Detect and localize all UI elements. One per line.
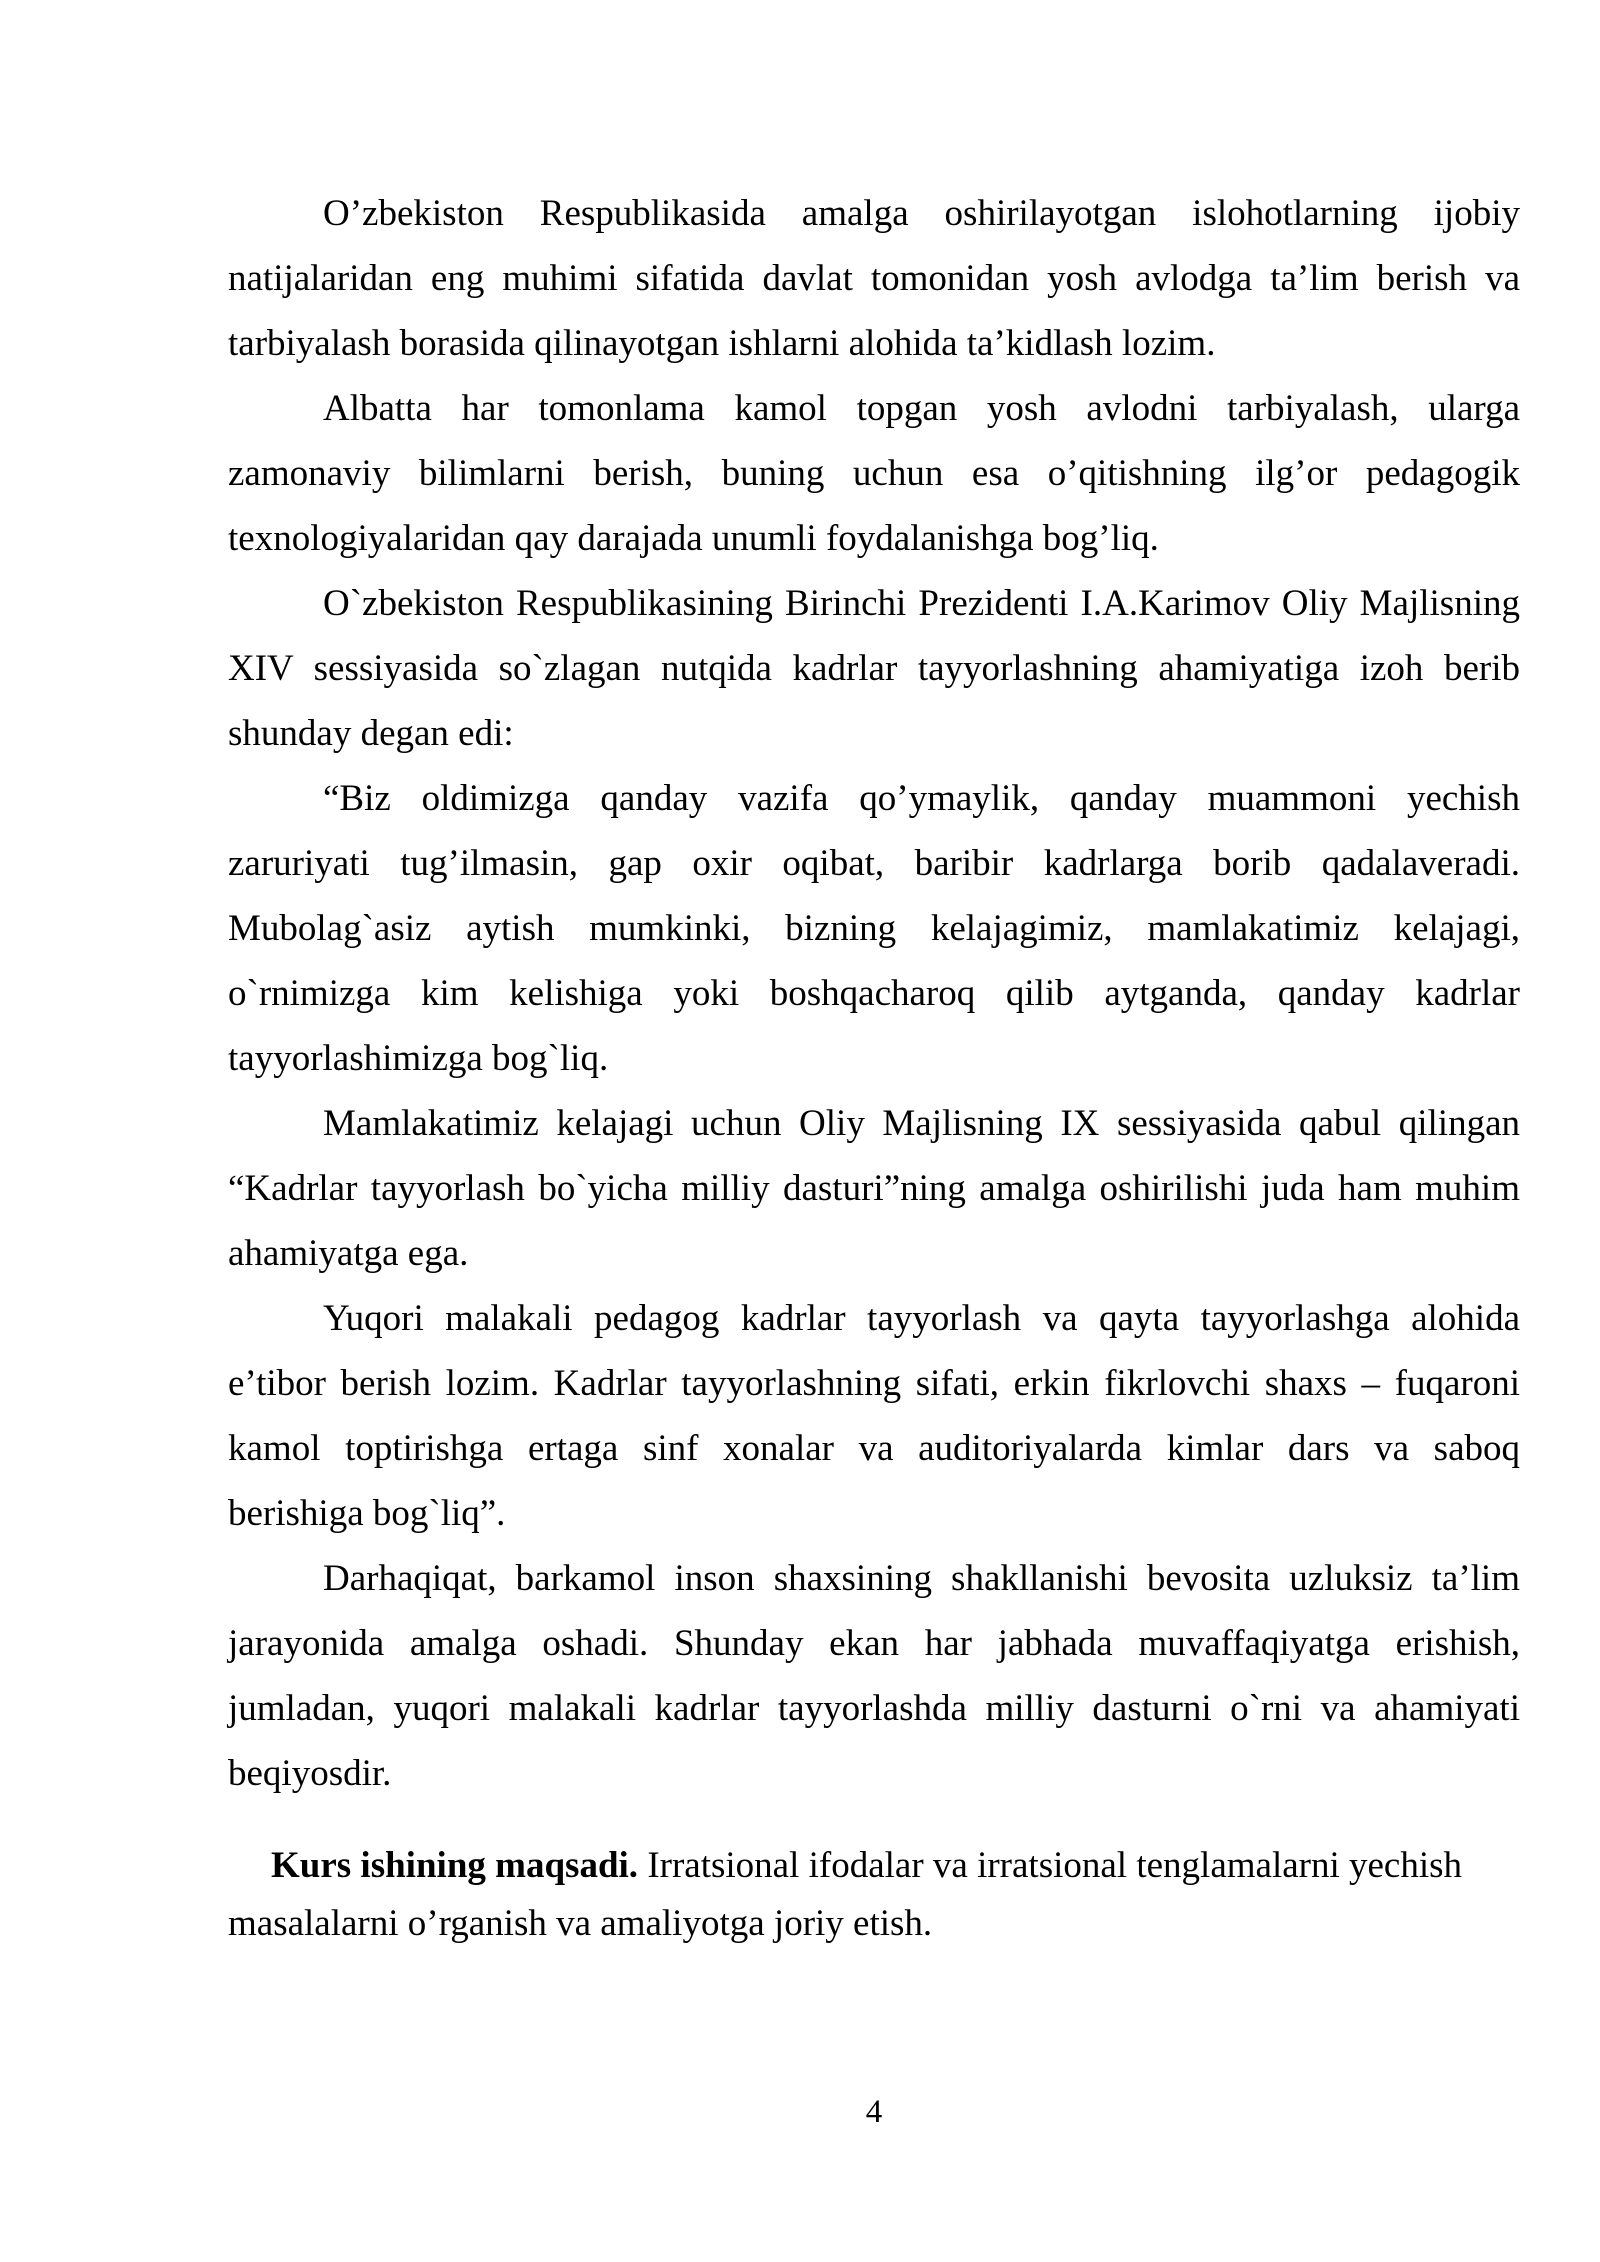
paragraph-6 — [228, 1286, 1520, 1546]
text-line: Mubolag`asiz aytish mumkinki, bizning kelajagimiz, mamlakatimiz kelajagi, — [228, 908, 1520, 949]
page-number: 4 — [865, 2094, 883, 2130]
paragraph-1 — [228, 181, 1520, 376]
text-line: berishiga bog`liq”. — [228, 1493, 506, 1534]
text-line: O’zbekiston Respublikasida amalga oshirilayotgan islohotlarning ijobiy — [323, 193, 1520, 234]
text-line — [228, 1837, 1520, 1895]
paragraph-5 — [228, 1091, 1520, 1286]
text-line: zamonaviy bilimlarni berish, buning uchun esa o’qitishning ilg’or pedagogik — [228, 453, 1520, 494]
text-line: beqiyosdir. — [228, 1753, 392, 1794]
text-line: “Biz oldimizga qanday vazifa qo’ymaylik, qanday muammoni yechish — [323, 778, 1520, 819]
text-line: tayyorlashimizga bog`liq. — [228, 1038, 609, 1079]
text-line: o`rnimizga kim kelishiga yoki boshqacharoq qilib aytganda, qanday kadrlar — [228, 973, 1520, 1014]
text-line: zaruriyati tug’ilmasin, gap oxir oqibat, baribir kadrlarga borib qadalaveradi. — [228, 843, 1520, 884]
text-line: Yuqori malakali pedagog kadrlar tayyorlash va qayta tayyorlashga alohida — [323, 1298, 1520, 1339]
text-line: e’tibor berish lozim. Kadrlar tayyorlashning sifati, erkin fikrlovchi shaxs – fuqaroni — [228, 1363, 1520, 1404]
paragraph-7 — [228, 1546, 1520, 1806]
goal-text: Irratsional ifodalar va irratsional tenglamalarni yechish — [647, 1845, 1463, 1886]
text-line: Albatta har tomonlama kamol topgan yosh avlodni tarbiyalash, ularga — [323, 388, 1520, 429]
text-line: XIV sessiyasida so`zlagan nutqida kadrlar tayyorlashning ahamiyatiga izoh berib — [228, 648, 1520, 689]
goal-label: Kurs ishining maqsadi. — [271, 1845, 639, 1886]
text-line: shunday degan edi: — [228, 713, 514, 754]
text-line: “Kadrlar tayyorlash bo`yicha milliy dasturi”ning amalga oshirilishi juda ham muhim — [228, 1168, 1520, 1209]
text-line: natijalaridan eng muhimi sifatida davlat tomonidan yosh avlodga ta’lim berish va — [228, 258, 1520, 299]
paragraph-3 — [228, 571, 1520, 766]
course-goal-paragraph — [228, 1837, 1520, 1953]
text-line: O`zbekiston Respublikasining Birinchi Prezidenti I.A.Karimov Oliy Majlisning — [323, 583, 1520, 624]
paragraph-4-quote — [228, 766, 1520, 1091]
body-text — [228, 181, 1520, 1953]
text-line: masalalarni o’rganish va amaliyotga joriy etish. — [228, 1903, 933, 1944]
text-line: jarayonida amalga oshadi. Shunday ekan har jabhada muvaffaqiyatga erishish, — [228, 1623, 1520, 1664]
text-line: texnologiyalaridan qay darajada unumli foydalanishga bog’liq. — [228, 518, 1159, 559]
text-line: kamol toptirishga ertaga sinf xonalar va auditoriyalarda kimlar dars va saboq — [228, 1428, 1520, 1469]
text-line: ahamiyatga ega. — [228, 1233, 469, 1274]
text-line: Darhaqiqat, barkamol inson shaxsining shakllanishi bevosita uzluksiz ta’lim — [323, 1558, 1520, 1599]
text-line: tarbiyalash borasida qilinayotgan ishlarni alohida ta’kidlash lozim. — [228, 323, 1216, 364]
paragraph-2 — [228, 376, 1520, 571]
text-line: jumladan, yuqori malakali kadrlar tayyorlashda milliy dasturni o`rni va ahamiyati — [228, 1688, 1520, 1729]
text-line: Mamlakatimiz kelajagi uchun Oliy Majlisning IX sessiyasida qabul qilingan — [323, 1103, 1520, 1144]
